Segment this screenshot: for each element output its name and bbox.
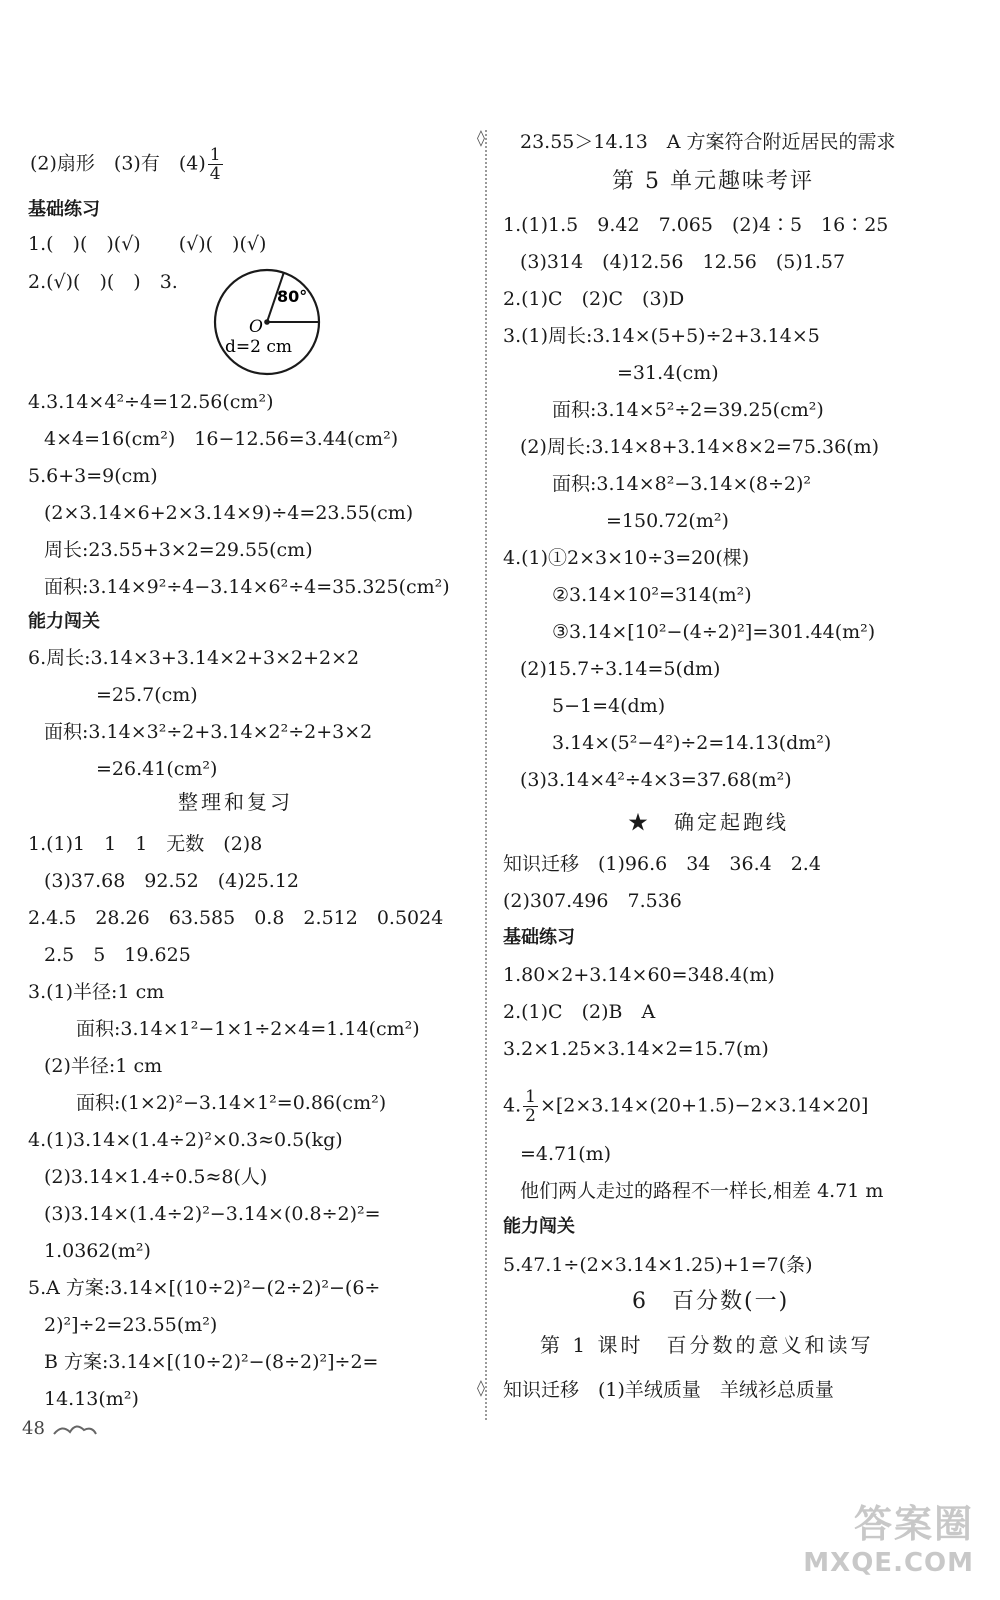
line-text: 面积:3.14×8²−3.14×(8÷2)² <box>552 473 812 495</box>
left-answer-line <box>44 943 191 967</box>
left-answer-line <box>178 790 293 814</box>
left-answer-line <box>28 1276 380 1300</box>
right-answer-line <box>503 1037 769 1061</box>
right-answer-line <box>552 620 875 644</box>
right-answer-line <box>552 472 811 496</box>
right-answer-line <box>503 852 821 876</box>
line-text: (3)37.68 92.52 (4)25.12 <box>44 870 300 892</box>
line-text: B 方案:3.14×[(10÷2)²−(8÷2)²]÷2= <box>44 1351 379 1373</box>
line-text: =26.41(cm²) <box>96 758 218 780</box>
left-answer-line <box>28 610 100 634</box>
divider-ornament-top: ◊ <box>477 128 485 147</box>
left-answer-line <box>28 1128 343 1152</box>
right-answer-line <box>612 170 814 194</box>
right-answer-line <box>617 361 719 385</box>
right-answer-line <box>503 1088 868 1125</box>
line-text: (3)314 (4)12.56 12.56 (5)1.57 <box>520 251 846 273</box>
line-text: 5−1=4(dm) <box>552 695 666 717</box>
line-text: 面积:3.14×1²−1×1÷2×4=1.14(cm²) <box>76 1018 420 1040</box>
line-text: 4.(1)3.14×(1.4÷2)²×0.3≈0.5(kg) <box>28 1129 343 1151</box>
angle-label: 80° <box>277 287 308 306</box>
right-answer-line <box>632 1290 789 1314</box>
left-answer-line <box>44 1202 381 1226</box>
line-text: 1.(1)1 1 1 无数 (2)8 <box>28 833 263 855</box>
line-text: (2)扇形 (3)有 (4) <box>30 152 206 175</box>
line-text: 6 百分数(一) <box>632 1289 790 1314</box>
circle-figure <box>205 262 335 380</box>
line-text: 能力闯关 <box>503 1216 575 1237</box>
left-answer-line <box>96 757 217 781</box>
center-label: O <box>249 317 263 337</box>
line-text: 面积:3.14×9²÷4−3.14×6²÷4=35.325(cm²) <box>44 576 450 598</box>
line-text: 2.(√)( )( ) 3. <box>28 271 178 293</box>
right-answer-line <box>552 731 831 755</box>
line-text: 他们两人走过的路程不一样长,相差 4.71 m <box>520 1180 884 1202</box>
right-answer-line <box>552 583 752 607</box>
cloud-ornament-icon <box>52 1420 98 1440</box>
line-text: 1.80×2+3.14×60=348.4(m) <box>503 964 775 986</box>
line-text: 1.( )( )(√) (√)( )(√) <box>28 233 267 255</box>
line-text: =150.72(m²) <box>606 510 729 532</box>
line-text: ②3.14×10²=314(m²) <box>552 584 752 606</box>
left-answer-line <box>28 980 164 1004</box>
line-text: (2)半径:1 cm <box>44 1055 163 1077</box>
right-answer-line <box>503 963 775 987</box>
line-text: =25.7(cm) <box>96 684 198 706</box>
left-answer-line <box>76 1017 420 1041</box>
line-text: 1.0362(m²) <box>44 1240 151 1262</box>
line-text: 整理和复习 <box>178 790 293 814</box>
line-text: 14.13(m²) <box>44 1388 139 1410</box>
line-text: (3)3.14×(1.4÷2)²−3.14×(0.8÷2)²= <box>44 1203 381 1225</box>
fraction <box>523 1088 538 1125</box>
page-number: 48 <box>22 1418 45 1439</box>
fraction-numerator: 1 <box>209 145 221 165</box>
line-text: 能力闯关 <box>28 611 100 632</box>
left-answer-line <box>30 146 225 183</box>
watermark-top: 答案圈 <box>853 1502 974 1546</box>
diameter-label: d=2 cm <box>225 337 292 357</box>
fraction-denominator: 2 <box>525 1106 536 1126</box>
right-answer-line <box>503 889 682 913</box>
line-text: 4.3.14×4²÷4=12.56(cm²) <box>28 391 274 413</box>
right-answer-line <box>503 213 888 237</box>
watermark <box>803 1493 974 1578</box>
right-answer-line <box>520 1179 883 1203</box>
line-text: 3.(1)周长:3.14×(5+5)÷2+3.14×5 <box>503 325 820 347</box>
right-answer-line <box>520 768 792 792</box>
right-answer-line <box>552 694 665 718</box>
left-answer-line <box>44 1239 151 1263</box>
right-answer-line <box>552 398 824 422</box>
left-answer-line <box>28 232 266 256</box>
fraction <box>208 146 223 183</box>
right-answer-line <box>520 435 879 459</box>
line-text: 5.A 方案:3.14×[(10÷2)²−(2÷2)²−(6÷ <box>28 1277 381 1299</box>
line-text: 5.47.1÷(2×3.14×1.25)+1=7(条) <box>503 1254 813 1276</box>
line-text: 3.2×1.25×3.14×2=15.7(m) <box>503 1038 769 1060</box>
line-text: ③3.14×[10²−(4÷2)²]=301.44(m²) <box>552 621 876 643</box>
line-text: (3)3.14×4²÷4×3=37.68(m²) <box>520 769 792 791</box>
left-answer-line <box>44 1165 267 1189</box>
watermark-bottom: MXQE.COM <box>803 1548 974 1578</box>
right-answer-line <box>628 810 789 834</box>
left-answer-line <box>44 869 299 893</box>
line-text: (2)307.496 7.536 <box>503 890 682 912</box>
line-text: (2)周长:3.14×8+3.14×8×2=75.36(m) <box>520 436 880 458</box>
left-answer-line <box>44 1387 139 1411</box>
line-text: 第 5 单元趣味考评 <box>612 169 814 194</box>
line-text: 面积:3.14×3²÷2+3.14×2²÷2+3×2 <box>44 721 373 743</box>
right-answer-line <box>520 1142 611 1166</box>
line-text: 知识迁移 (1)羊绒质量 羊绒衫总质量 <box>503 1379 834 1401</box>
line-text: 1.(1)1.5 9.42 7.065 (2)4∶5 16∶25 <box>503 214 889 236</box>
left-answer-line <box>44 501 413 525</box>
right-answer-line <box>503 546 749 570</box>
right-answer-line <box>540 1333 873 1357</box>
line-text: 2.(1)C (2)C (3)D <box>503 288 685 310</box>
left-answer-line <box>44 1350 378 1374</box>
right-answer-line <box>520 250 845 274</box>
line-text: (2)3.14×1.4÷0.5≈8(人) <box>44 1166 268 1188</box>
line-text: 2.(1)C (2)B A <box>503 1001 656 1023</box>
right-answer-line <box>606 509 729 533</box>
line-text-after: ×[2×3.14×(20+1.5)−2×3.14×20] <box>539 1094 869 1117</box>
fraction-denominator: 4 <box>209 164 221 184</box>
line-text: 基础练习 <box>503 927 575 948</box>
left-answer-line <box>96 683 198 707</box>
left-answer-line <box>44 538 313 562</box>
line-text: 5.6+3=9(cm) <box>28 465 158 487</box>
left-answer-line <box>44 575 450 599</box>
left-answer-line <box>44 427 398 451</box>
left-answer-line <box>28 464 158 488</box>
column-divider <box>485 130 487 1420</box>
left-answer-line <box>28 906 443 930</box>
line-text: (2)15.7÷3.14=5(dm) <box>520 658 721 680</box>
divider-ornament-bottom: ◊ <box>477 1378 485 1397</box>
left-answer-line <box>44 720 372 744</box>
right-answer-line <box>503 926 575 950</box>
right-answer-line <box>520 130 896 154</box>
right-answer-line <box>503 324 820 348</box>
line-text: =4.71(m) <box>520 1143 612 1165</box>
line-text: 4.(1)①2×3×10÷3=20(棵) <box>503 547 750 569</box>
line-text: =31.4(cm) <box>617 362 719 384</box>
right-answer-line <box>503 1215 575 1239</box>
line-text: 基础练习 <box>28 199 100 220</box>
left-answer-line <box>44 1313 217 1337</box>
line-text: 4×4=16(cm²) 16−12.56=3.44(cm²) <box>44 428 399 450</box>
line-text: 知识迁移 (1)96.6 34 36.4 2.4 <box>503 853 821 875</box>
line-text: ★ 确定起跑线 <box>628 810 789 834</box>
line-text: 2)²]÷2=23.55(m²) <box>44 1314 218 1336</box>
line-text: 3.14×(5²−4²)÷2=14.13(dm²) <box>552 732 832 754</box>
left-answer-line <box>44 1054 162 1078</box>
right-answer-line <box>503 287 684 311</box>
left-answer-line <box>28 832 262 856</box>
line-text: 6.周长:3.14×3+3.14×2+3×2+2×2 <box>28 647 360 669</box>
left-answer-line <box>28 198 100 222</box>
line-text: 面积:3.14×5²÷2=39.25(cm²) <box>552 399 824 421</box>
line-text: 面积:(1×2)²−3.14×1²=0.86(cm²) <box>76 1092 387 1114</box>
line-text: 4. <box>503 1094 522 1117</box>
right-answer-line <box>503 1378 834 1402</box>
right-answer-line <box>503 1000 655 1024</box>
line-text: 2.4.5 28.26 63.585 0.8 2.512 0.5024 <box>28 907 444 929</box>
fraction-numerator: 1 <box>525 1087 536 1107</box>
line-text: 第 1 课时 百分数的意义和读写 <box>540 1333 874 1357</box>
line-text: 3.(1)半径:1 cm <box>28 981 165 1003</box>
line-text: (2×3.14×6+2×3.14×9)÷4=23.55(cm) <box>44 502 414 524</box>
left-answer-line <box>28 390 273 414</box>
left-answer-line <box>28 646 359 670</box>
left-answer-line <box>28 270 178 294</box>
line-text: 2.5 5 19.625 <box>44 944 191 966</box>
line-text: 23.55＞14.13 A 方案符合附近居民的需求 <box>520 131 896 153</box>
left-answer-line <box>76 1091 386 1115</box>
right-answer-line <box>520 657 720 681</box>
right-answer-line <box>503 1253 813 1277</box>
line-text: 周长:23.55+3×2=29.55(cm) <box>44 539 313 561</box>
